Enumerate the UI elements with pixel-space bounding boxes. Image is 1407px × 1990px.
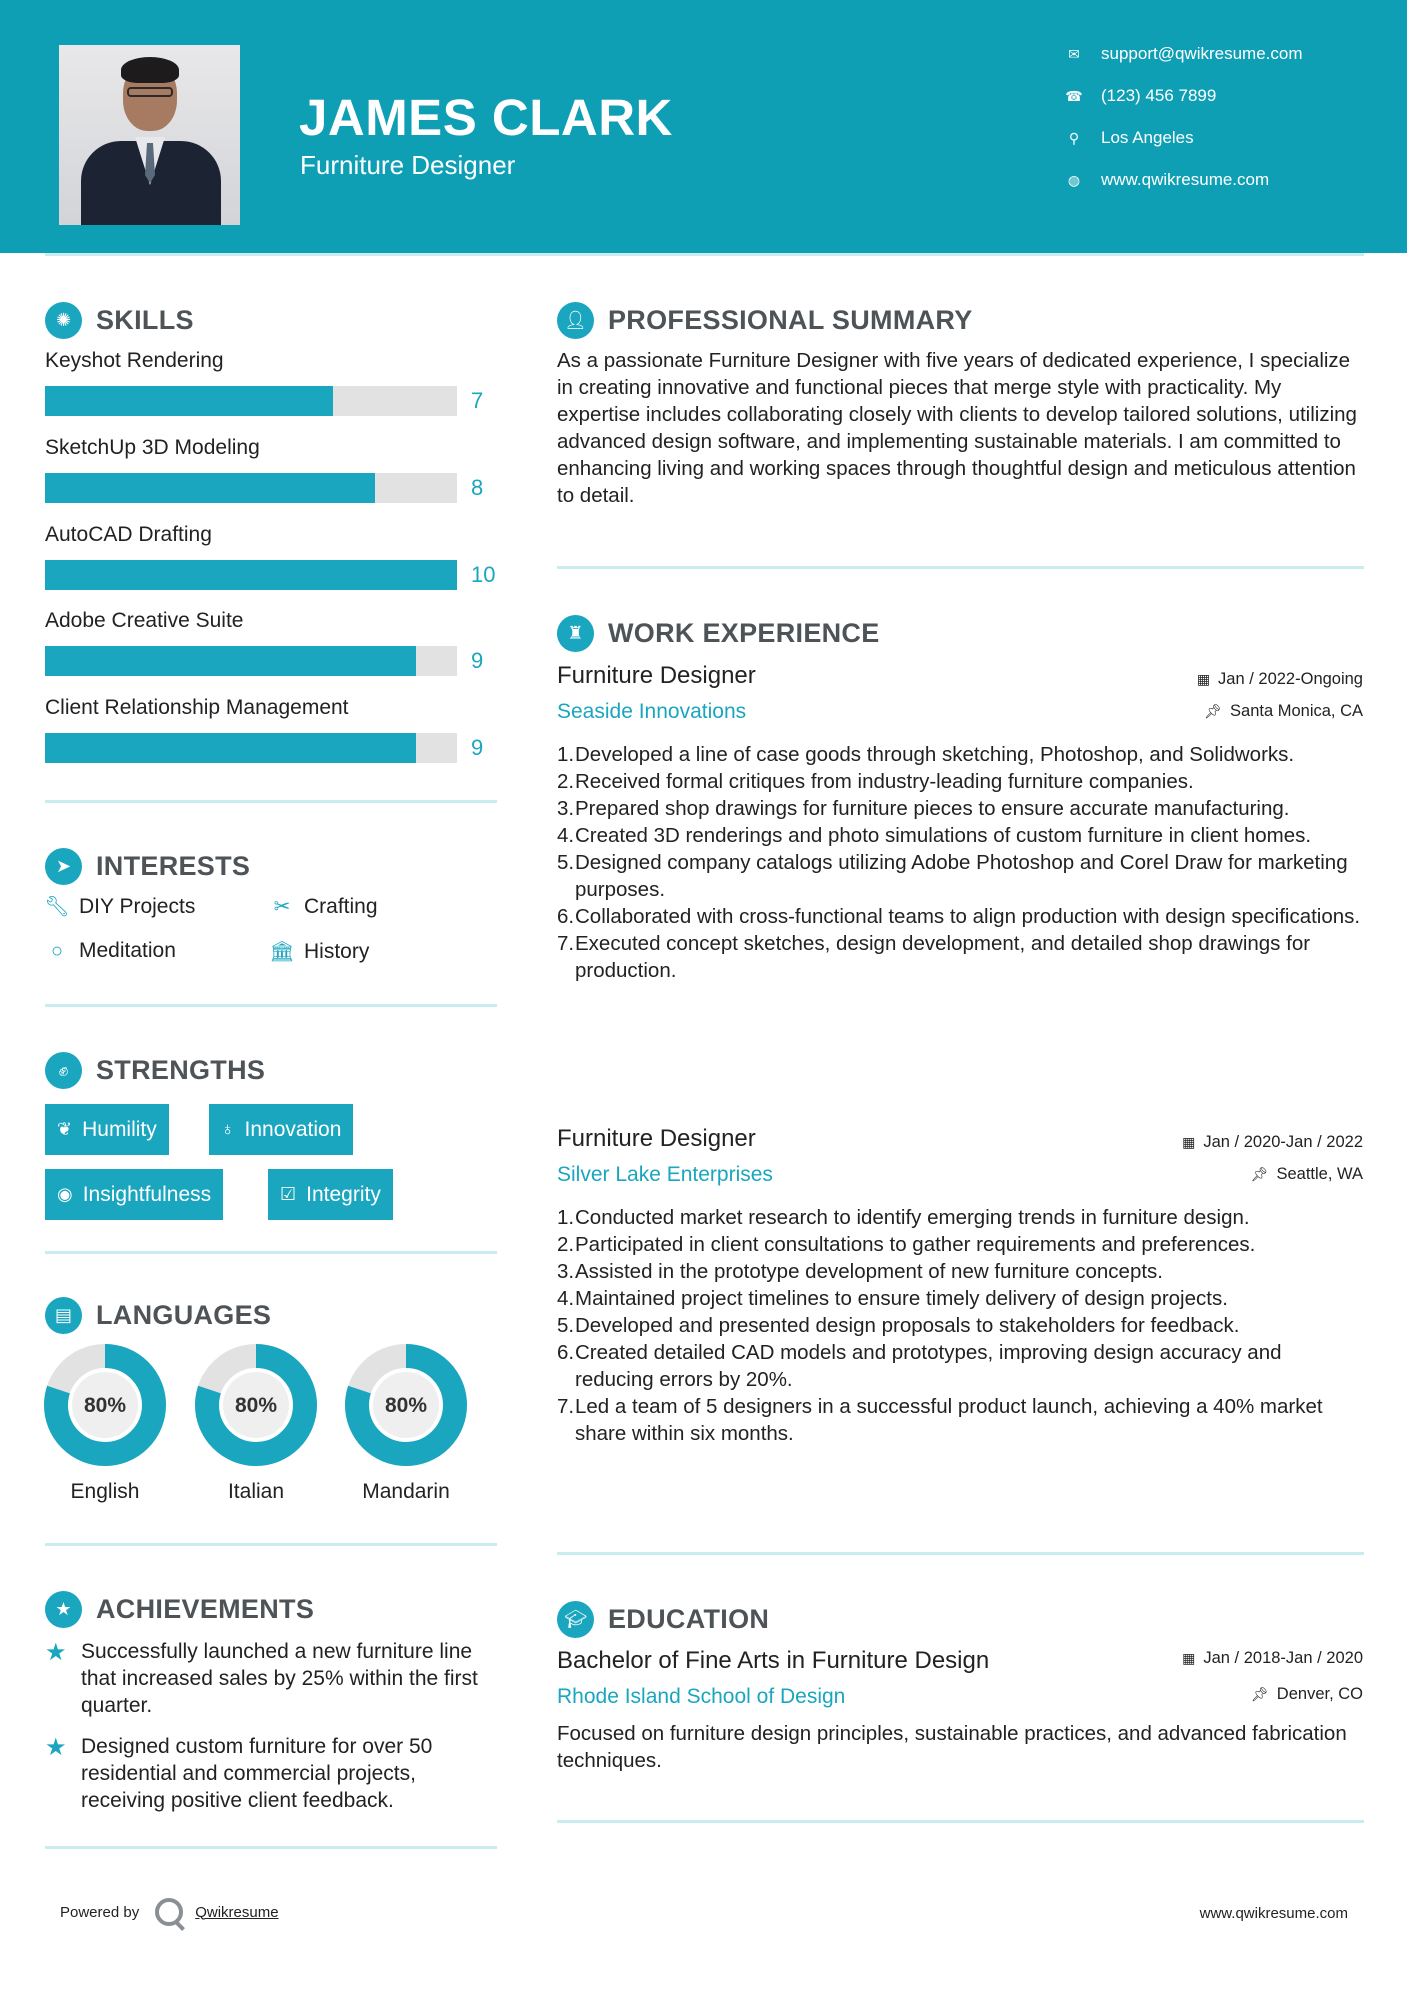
language-percent: 80% — [384, 1394, 428, 1417]
education-dates-text: Jan / 2018-Jan / 2020 — [1203, 1649, 1363, 1667]
job-location — [1204, 702, 1363, 721]
education-location-text: Denver, CO — [1276, 1685, 1363, 1703]
language-donut — [345, 1344, 467, 1466]
language-label: Mandarin — [362, 1480, 450, 1503]
star-icon: ★ — [45, 1734, 67, 1761]
profile-photo — [59, 45, 240, 225]
skill-bar — [45, 733, 457, 763]
interest-label: Meditation — [79, 939, 176, 962]
languages-heading: LANGUAGES — [96, 1299, 272, 1330]
strength-label: Insightfulness — [82, 1182, 212, 1206]
skill-bar-fill — [45, 646, 416, 676]
skill-value: 8 — [471, 475, 484, 500]
language-item — [345, 1344, 467, 1504]
raised-fist-icon: ✊︎ — [45, 1052, 82, 1089]
contact-website-text: www.qwikresume.com — [1101, 170, 1270, 189]
duty-text: Assisted in the prototype development of new furniture concepts. — [575, 1260, 1164, 1283]
duty-text: Developed a line of case goods through sketching, Photoshop, and Solidworks. — [575, 743, 1295, 766]
list-item: 5. Designed company catalogs utilizing Adobe Photoshop and Corel Draw for marketing purposes. — [557, 849, 1365, 903]
language-item — [195, 1344, 317, 1504]
skill-bar — [45, 386, 457, 416]
contact-location-text: Los Angeles — [1101, 128, 1194, 147]
skills-section-title — [45, 300, 194, 340]
brand-link[interactable]: Qwikresume — [195, 1903, 279, 1921]
star-icon: ★ — [45, 1639, 67, 1666]
achievements-section-title — [45, 1589, 314, 1629]
list-item: 4. Maintained project timelines to ensure timely delivery of design projects. — [557, 1287, 1228, 1310]
experience-section-title — [557, 613, 880, 653]
list-item: 7. Led a team of 5 designers in a successful product launch, achieving a 40% market share within six months. — [557, 1393, 1365, 1447]
interest-item — [270, 939, 369, 964]
footer-powered-by — [60, 1898, 279, 1926]
duty-text: Executed concept sketches, design development, and detailed shop drawings for production. — [575, 932, 1311, 982]
list-item: 3. Prepared shop drawings for furniture pieces to ensure accurate manufacturing. — [557, 797, 1290, 820]
duty-text: Participated in client consultations to gather requirements and preferences. — [575, 1233, 1256, 1256]
list-item: 5. Developed and presented design proposals to stakeholders for feedback. — [557, 1314, 1240, 1337]
language-donut — [44, 1344, 166, 1466]
list-item: 1. Conducted market research to identify emerging trends in furniture design. — [557, 1206, 1250, 1229]
wrench-icon: 🔧︎ — [44, 896, 70, 918]
strengths-heading: STRENGTHS — [96, 1054, 266, 1085]
education-section-title — [557, 1599, 769, 1639]
job-title: Furniture Designer — [557, 1125, 756, 1152]
skill-value: 7 — [471, 388, 484, 413]
interest-item — [45, 894, 195, 919]
strength-tag — [45, 1169, 223, 1220]
lightbulb-icon: ♁ — [221, 1119, 235, 1139]
globe-icon: ◍ — [1067, 171, 1081, 188]
skill-name: SketchUp 3D Modeling — [45, 436, 260, 459]
experience-heading: WORK EXPERIENCE — [608, 617, 880, 648]
language-label: English — [70, 1480, 140, 1503]
calendar-icon: ▦ — [1182, 1650, 1196, 1666]
job-dates — [1197, 670, 1363, 689]
job-location-text: Santa Monica, CA — [1230, 702, 1363, 720]
graduate-icon: 🎓︎ — [557, 1601, 594, 1638]
duty-text: Maintained project timelines to ensure timely delivery of design projects. — [575, 1287, 1228, 1310]
section-divider — [45, 1251, 497, 1254]
contact-email-text: support@qwikresume.com — [1101, 44, 1303, 63]
check-square-icon: ☑ — [280, 1184, 297, 1204]
duty-text: Designed company catalogs utilizing Adobe Photoshop and Corel Draw for marketing purposes. — [575, 851, 1348, 901]
list-item: 6. Collaborated with cross-functional teams to align production with design specifications. — [557, 905, 1361, 928]
achievement-text: Successfully launched a new furniture line that increased sales by 25% within the first quarter. — [81, 1640, 478, 1717]
calendar-icon: ▦ — [1196, 671, 1211, 687]
list-item: 2. Received formal critiques from industry-leading furniture companies. — [557, 770, 1194, 793]
summary-section-title — [557, 300, 973, 340]
duty-text: Collaborated with cross-functional teams to align production with design specifications. — [575, 905, 1361, 928]
contact-website[interactable] — [1064, 168, 1384, 192]
summary-text: As a passionate Furniture Designer with five years of dedicated experience, I specialize in creating innovative and functional pieces that merge style with practicality. My expertise includes collaborating closely with clients to develop tailored solutions, utilizing advanced design software, and implementing sustainable materials. I am committed to enhancing living and working spaces through thoughtful design and meticulous attention to detail. — [557, 349, 1357, 507]
section-divider — [45, 1004, 497, 1007]
podium-icon: ♜ — [557, 615, 594, 652]
section-divider — [557, 1552, 1364, 1555]
paper-plane-icon: ➤ — [45, 848, 82, 885]
job-company: Silver Lake Enterprises — [557, 1163, 773, 1186]
education-heading: EDUCATION — [608, 1603, 770, 1634]
education-dates — [1182, 1649, 1363, 1668]
achievement-item — [45, 1733, 495, 1814]
job-dates — [1182, 1133, 1363, 1152]
degree-title: Bachelor of Fine Arts in Furniture Design — [557, 1647, 990, 1674]
thumbtack-icon: 📌︎ — [1204, 703, 1223, 719]
skill-value: 9 — [471, 735, 484, 760]
job-dates-text: Jan / 2020-Jan / 2022 — [1203, 1133, 1363, 1151]
skill-name: Keyshot Rendering — [45, 349, 224, 372]
section-divider — [557, 1820, 1364, 1823]
skill-bar-fill — [45, 386, 333, 416]
list-item: 2. Participated in client consultations to gather requirements and preferences. — [557, 1233, 1256, 1256]
scissors-icon: ✂ — [273, 896, 291, 918]
strengths-section-title — [45, 1050, 265, 1090]
contact-email[interactable] — [1064, 42, 1384, 66]
contact-location — [1064, 126, 1384, 150]
skill-bar — [45, 646, 457, 676]
thumbtack-icon: 📌︎ — [1251, 1686, 1269, 1702]
duty-text: Received formal critiques from industry-leading furniture companies. — [575, 770, 1194, 793]
list-item: 7. Executed concept sketches, design development, and detailed shop drawings for production. — [557, 930, 1365, 984]
language-donut — [195, 1344, 317, 1466]
language-label: Italian — [227, 1480, 285, 1503]
language-percent: 80% — [234, 1394, 278, 1417]
duty-text: Prepared shop drawings for furniture pieces to ensure accurate manufacturing. — [575, 797, 1290, 820]
eye-icon: ◉ — [57, 1184, 73, 1204]
list-item: 4. Created 3D renderings and photo simulations of custom furniture in client homes. — [557, 824, 1312, 847]
thumbtack-icon: 📌︎ — [1250, 1166, 1269, 1182]
duty-text: Conducted market research to identify emerging trends in furniture design. — [575, 1206, 1250, 1229]
calendar-icon: ▦ — [1182, 1134, 1196, 1150]
envelope-icon: ✉ — [1068, 45, 1080, 62]
resume-header — [0, 0, 1407, 253]
strength-tag — [268, 1169, 393, 1220]
achievement-item — [45, 1638, 495, 1719]
bank-icon: 🏛︎ — [269, 941, 295, 963]
duty-text: Led a team of 5 designers in a successful product launch, achieving a 40% market share within six months. — [575, 1395, 1323, 1445]
skill-bar-fill — [45, 560, 457, 590]
footer-url[interactable]: www.qwikresume.com — [1199, 1905, 1348, 1922]
achievements-heading: ACHIEVEMENTS — [96, 1593, 315, 1624]
contact-phone[interactable] — [1064, 84, 1384, 108]
qwikresume-logo-icon — [155, 1898, 183, 1926]
job-company: Seaside Innovations — [557, 700, 747, 723]
duty-text: Created detailed CAD models and prototypes, improving design accuracy and reducing errors by 20%. — [575, 1341, 1282, 1391]
education-location — [1251, 1685, 1363, 1704]
list-item: 1. Developed a line of case goods through sketching, Photoshop, and Solidworks. — [557, 743, 1295, 766]
section-divider — [557, 566, 1364, 569]
powered-by-text: Powered by — [60, 1903, 140, 1921]
interest-item — [270, 894, 378, 919]
interests-section-title — [45, 846, 250, 886]
interest-label: DIY Projects — [79, 894, 196, 918]
job-location — [1251, 1165, 1363, 1184]
skill-name: AutoCAD Drafting — [45, 523, 212, 546]
skill-bar — [45, 560, 457, 590]
education-description: Focused on furniture design principles, sustainable practices, and advanced fabrication techniques. — [557, 1722, 1347, 1772]
duty-text: Developed and presented design proposals to stakeholders for feedback. — [575, 1314, 1240, 1337]
skill-value: 10 — [471, 562, 496, 587]
strength-label: Integrity — [306, 1182, 381, 1206]
job-dates-text: Jan / 2022-Ongoing — [1218, 670, 1363, 688]
strength-label: Humility — [82, 1117, 157, 1141]
language-card-icon: ▤ — [45, 1297, 82, 1334]
strength-tag — [45, 1104, 169, 1155]
skills-heading: SKILLS — [96, 304, 194, 335]
star-badge-icon: ★ — [45, 1591, 82, 1628]
list-item: 6. Created detailed CAD models and prototypes, improving design accuracy and reducing errors by 20%. — [557, 1339, 1365, 1393]
section-divider — [45, 1543, 497, 1546]
map-pin-icon: ⚲ — [1068, 129, 1080, 146]
job-duties-list — [557, 1204, 1365, 1447]
skill-name: Adobe Creative Suite — [45, 609, 244, 632]
circle-icon: ○ — [50, 939, 64, 962]
strength-label: Innovation — [244, 1117, 342, 1141]
skill-bar — [45, 473, 457, 503]
lightbulb-icon: ✺ — [45, 302, 82, 339]
section-divider — [45, 800, 497, 803]
achievement-text: Designed custom furniture for over 50 residential and commercial projects, receiving positive client feedback. — [81, 1735, 433, 1812]
job-location-text: Seattle, WA — [1276, 1165, 1363, 1183]
candidate-title: Furniture Designer — [300, 150, 516, 180]
skill-bar-fill — [45, 733, 416, 763]
language-item — [44, 1344, 166, 1504]
summary-heading: PROFESSIONAL SUMMARY — [608, 304, 973, 335]
user-icon: 👤︎ — [557, 302, 594, 339]
interest-item — [45, 939, 176, 963]
strength-tag — [209, 1104, 353, 1155]
school-name: Rhode Island School of Design — [557, 1685, 846, 1708]
section-divider — [45, 1846, 497, 1849]
skill-name: Client Relationship Management — [45, 696, 349, 719]
job-title: Furniture Designer — [557, 662, 756, 689]
languages-section-title — [45, 1295, 271, 1335]
header-divider — [45, 253, 1364, 256]
skill-value: 9 — [471, 648, 484, 673]
leaf-icon: ❦ — [57, 1119, 73, 1139]
interest-label: History — [304, 939, 370, 963]
language-percent: 80% — [83, 1394, 127, 1417]
candidate-name: JAMES CLARK — [299, 89, 673, 146]
contact-phone-text: (123) 456 7899 — [1101, 86, 1217, 105]
job-duties-list — [557, 741, 1365, 984]
interest-label: Crafting — [304, 894, 378, 918]
interests-heading: INTERESTS — [96, 850, 251, 881]
phone-icon: ☎ — [1065, 87, 1083, 104]
skill-bar-fill — [45, 473, 375, 503]
duty-text: Created 3D renderings and photo simulations of custom furniture in client homes. — [575, 824, 1312, 847]
list-item: 3. Assisted in the prototype development of new furniture concepts. — [557, 1260, 1164, 1283]
